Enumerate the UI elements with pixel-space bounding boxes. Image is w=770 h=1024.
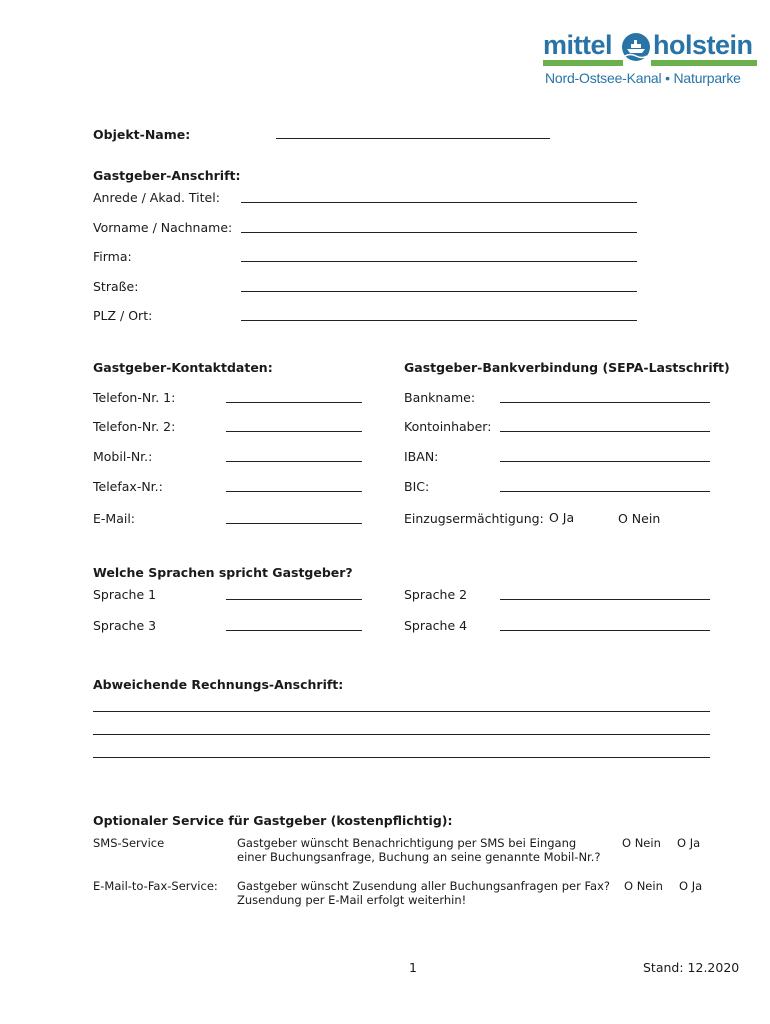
- contact-label-phone1: Telefon-Nr. 1:: [93, 390, 176, 405]
- page-number: 1: [409, 960, 417, 975]
- service-sms-no-option[interactable]: O Nein: [622, 836, 661, 850]
- object-name-label: Objekt-Name:: [93, 127, 191, 142]
- contact-field-mobile[interactable]: [226, 461, 362, 462]
- billing-heading: Abweichende Rechnungs-Anschrift:: [93, 677, 344, 692]
- address-label-name: Vorname / Nachname:: [93, 220, 233, 235]
- language-field-1[interactable]: [226, 599, 362, 600]
- service-sms-yes-option[interactable]: O Ja: [677, 836, 701, 850]
- language-label-3: Sprache 3: [93, 618, 157, 633]
- language-field-4[interactable]: [500, 630, 710, 631]
- mandate-yes-option[interactable]: O Ja: [549, 510, 575, 525]
- bank-label-name: Bankname:: [404, 390, 476, 405]
- contact-field-email[interactable]: [226, 523, 362, 524]
- contact-label-email: E-Mail:: [93, 511, 136, 526]
- language-field-3[interactable]: [226, 630, 362, 631]
- contact-label-mobile: Mobil-Nr.:: [93, 449, 153, 464]
- service-sms-desc-2: einer Buchungsanfrage, Buchung an seine genannte Mobil-Nr.?: [237, 850, 601, 864]
- address-label-company: Firma:: [93, 249, 132, 264]
- address-field-title[interactable]: [241, 202, 637, 203]
- service-heading: Optionaler Service für Gastgeber (kostenpflichtig):: [93, 813, 453, 828]
- logo-green-bar: [543, 60, 623, 66]
- service-sms-desc-1: Gastgeber wünscht Benachrichtigung per SMS bei Eingang: [237, 836, 577, 850]
- service-fax-no-option[interactable]: O Nein: [624, 879, 663, 893]
- billing-field-line-3[interactable]: [93, 757, 710, 758]
- logo-green-bar-right: [651, 60, 757, 66]
- bank-field-iban[interactable]: [500, 461, 710, 462]
- languages-heading: Welche Sprachen spricht Gastgeber?: [93, 565, 353, 580]
- contact-label-fax: Telefax-Nr.:: [93, 479, 163, 494]
- bank-field-holder[interactable]: [500, 431, 710, 432]
- language-label-1: Sprache 1: [93, 587, 157, 602]
- address-field-zip-city[interactable]: [241, 320, 637, 321]
- service-fax-yes-option[interactable]: O Ja: [679, 879, 703, 893]
- billing-field-line-1[interactable]: [93, 711, 710, 712]
- service-fax-desc-2: Zusendung per E-Mail erfolgt weiterhin!: [237, 893, 467, 907]
- service-sms-name: SMS-Service: [93, 836, 165, 850]
- contact-label-phone2: Telefon-Nr. 2:: [93, 419, 176, 434]
- bank-heading: Gastgeber-Bankverbindung (SEPA-Lastschrift): [404, 360, 730, 375]
- contact-field-fax[interactable]: [226, 491, 362, 492]
- logo-subtitle: Nord-Ostsee-Kanal • Naturparke: [545, 70, 741, 86]
- mandate-no-option[interactable]: O Nein: [618, 511, 661, 526]
- language-field-2[interactable]: [500, 599, 710, 600]
- bank-label-bic: BIC:: [404, 479, 430, 494]
- bank-label-iban: IBAN:: [404, 449, 439, 464]
- logo-word-mittel: mittel: [543, 30, 613, 60]
- ship-wave-icon: [621, 32, 651, 62]
- address-field-name[interactable]: [241, 232, 637, 233]
- billing-field-line-2[interactable]: [93, 734, 710, 735]
- bank-field-bic[interactable]: [500, 491, 710, 492]
- contact-field-phone2[interactable]: [226, 431, 362, 432]
- address-heading: Gastgeber-Anschrift:: [93, 168, 241, 183]
- language-label-4: Sprache 4: [404, 618, 468, 633]
- address-label-zip-city: PLZ / Ort:: [93, 308, 153, 323]
- stand-date: Stand: 12.2020: [643, 960, 740, 975]
- logo-word-holstein: holstein: [653, 30, 753, 60]
- contact-field-phone1[interactable]: [226, 402, 362, 403]
- object-name-field[interactable]: [276, 138, 550, 139]
- address-field-company[interactable]: [241, 261, 637, 262]
- address-field-street[interactable]: [241, 291, 637, 292]
- bank-field-name[interactable]: [500, 402, 710, 403]
- address-label-street: Straße:: [93, 279, 139, 294]
- service-fax-name: E-Mail-to-Fax-Service:: [93, 879, 218, 893]
- language-label-2: Sprache 2: [404, 587, 468, 602]
- bank-label-mandate: Einzugsermächtigung:: [404, 511, 544, 526]
- address-label-title: Anrede / Akad. Titel:: [93, 190, 220, 205]
- bank-label-holder: Kontoinhaber:: [404, 419, 492, 434]
- service-fax-desc-1: Gastgeber wünscht Zusendung aller Buchungsanfragen per Fax?: [237, 879, 611, 893]
- logo: [543, 30, 757, 90]
- contact-heading: Gastgeber-Kontaktdaten:: [93, 360, 273, 375]
